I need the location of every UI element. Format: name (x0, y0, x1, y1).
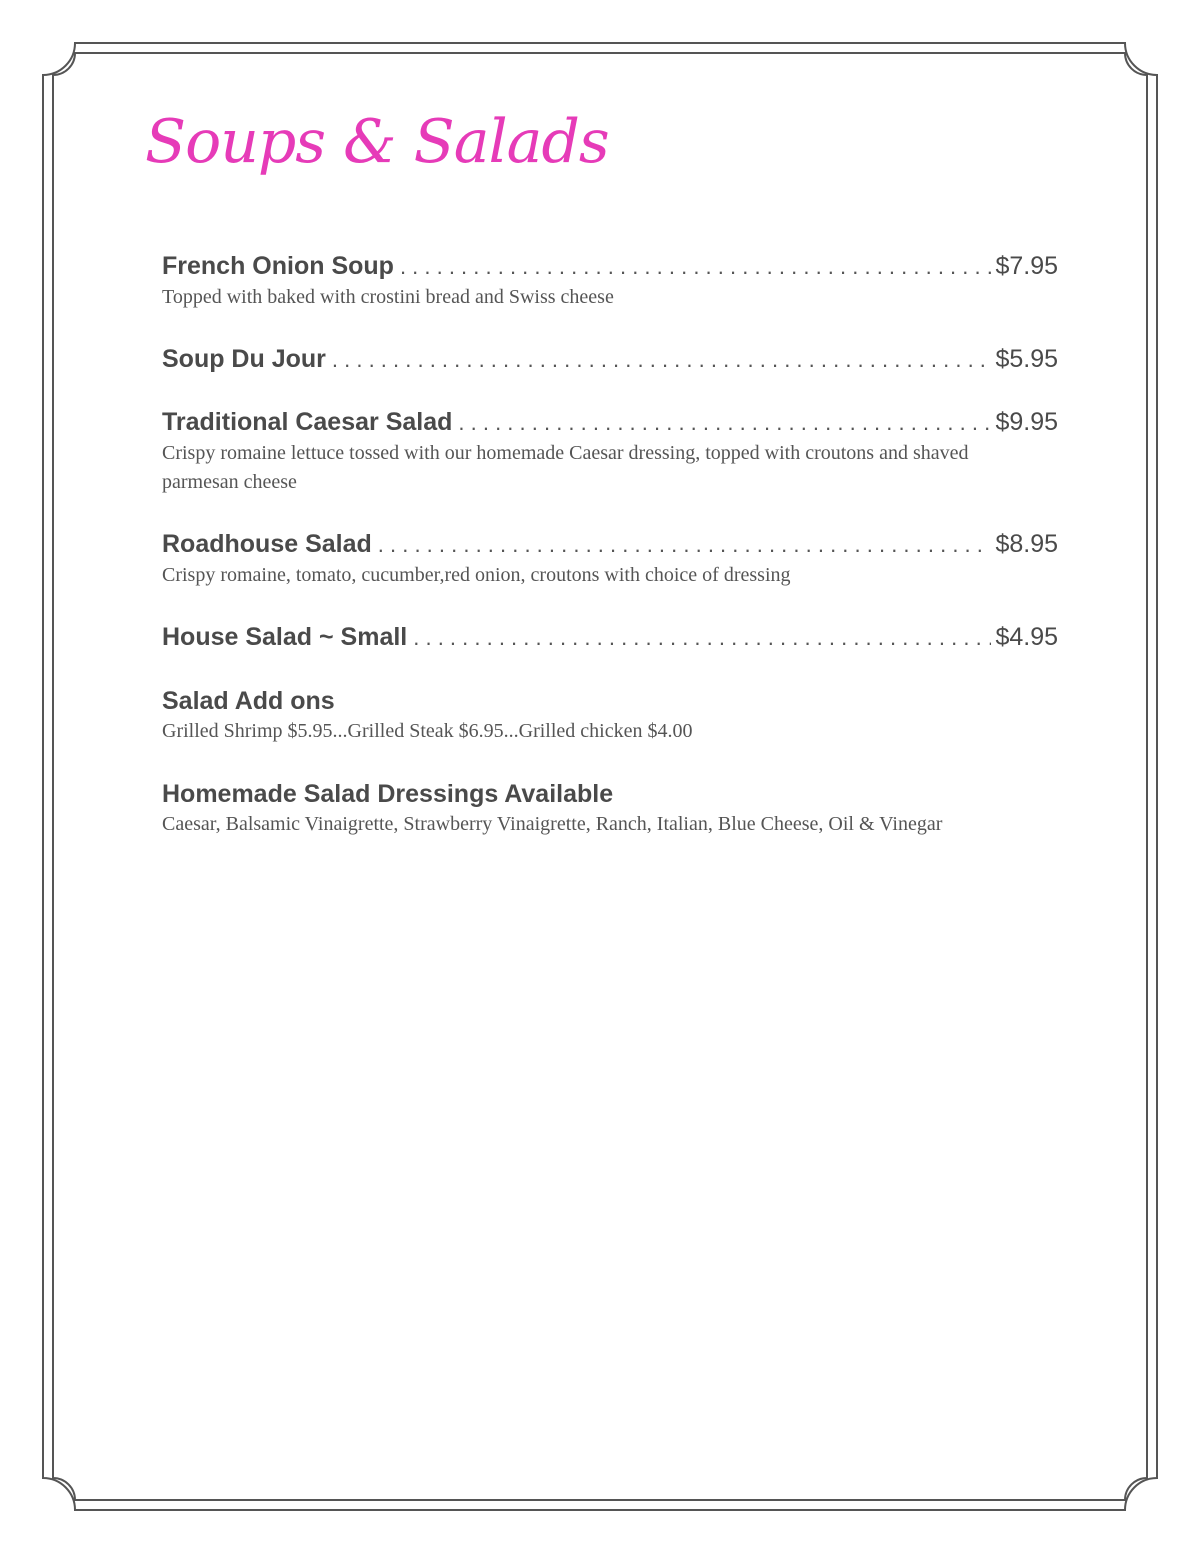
menu-item-roadhouse-salad (162, 529, 1058, 590)
dot-leader (332, 345, 992, 375)
dot-leader (413, 623, 991, 653)
salad-add-ons-heading: Salad Add ons (162, 687, 335, 715)
menu-item-traditional-caesar-salad (162, 407, 1058, 497)
menu-item-line (162, 407, 1058, 438)
menu-item-price: $9.95 (995, 408, 1058, 436)
salad-dressings-description: Caesar, Balsamic Vinaigrette, Strawberry Vinaigrette, Ranch, Italian, Blue Cheese, Oil & Vinegar (162, 813, 943, 835)
salad-add-ons-section (162, 686, 1058, 746)
menu-item-line (162, 529, 1058, 560)
menu-item-price: $5.95 (995, 345, 1058, 373)
salad-add-ons-description: Grilled Shrimp $5.95...Grilled Steak $6.95...Grilled chicken $4.00 (162, 720, 693, 742)
salad-dressings-section (162, 779, 1058, 839)
menu-item-name: House Salad ~ Small (162, 623, 408, 651)
menu-item-description: Crispy romaine, tomato, cucumber,red onion, croutons with choice of dressing (162, 564, 791, 586)
menu-item-name: Traditional Caesar Salad (162, 408, 453, 436)
menu-item-french-onion-soup (162, 251, 1058, 312)
salad-dressings-heading: Homemade Salad Dressings Available (162, 780, 614, 808)
menu-item-name: French Onion Soup (162, 252, 394, 280)
dot-leader (378, 530, 992, 560)
dot-leader (400, 252, 992, 282)
menu-item-line (162, 622, 1058, 653)
menu-item-description: Topped with baked with crostini bread and Swiss cheese (162, 286, 614, 308)
menu-item-price: $4.95 (995, 623, 1058, 651)
menu-item-line (162, 344, 1058, 375)
menu-item-line (162, 251, 1058, 282)
menu-item-name: Roadhouse Salad (162, 530, 372, 558)
menu-item-name: Soup Du Jour (162, 345, 326, 373)
menu-item-house-salad-small (162, 622, 1058, 653)
menu-item-price: $7.95 (995, 252, 1058, 280)
dot-leader (458, 408, 991, 438)
menu-item-description: Crispy romaine lettuce tossed with our homemade Caesar dressing, topped with croutons and shaved parmesan cheese (162, 442, 969, 493)
page-title: Soups & Salads (145, 107, 609, 177)
menu-item-price: $8.95 (995, 530, 1058, 558)
menu-item-soup-du-jour (162, 344, 1058, 375)
